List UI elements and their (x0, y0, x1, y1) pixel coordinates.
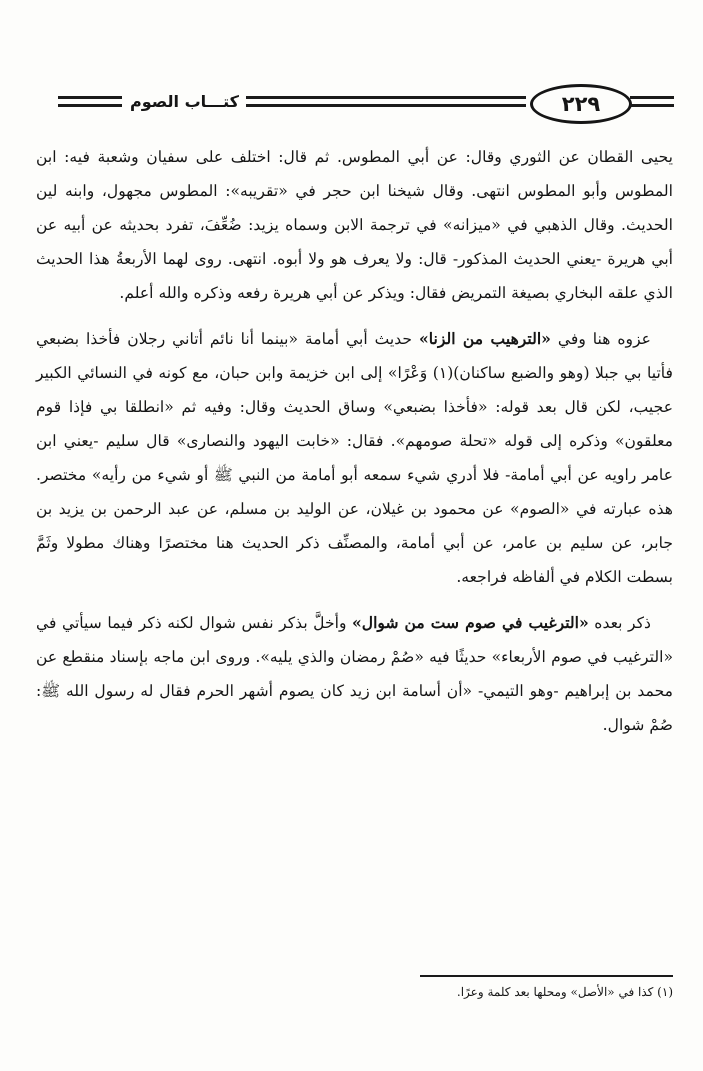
footnote: (١) كذا في «الأصل» ومحلها بعد كلمة وعرًا. (456, 985, 673, 999)
header-rule-mid-top (246, 96, 526, 99)
chapter-title: كتـــاب الصوم (130, 92, 239, 111)
footnote-divider (420, 975, 673, 977)
header-rule-mid-bottom (246, 104, 526, 107)
header-rule-left-top (58, 96, 122, 99)
page-number: ٢٢٩ (530, 84, 632, 124)
header-rule-right-bottom (630, 104, 674, 107)
paragraph-2-heading: «الترهيب من الزنا» (419, 329, 551, 348)
header-rule-left-bottom (58, 104, 122, 107)
paragraph-1: يحيى القطان عن الثوري وقال: عن أبي المطوس. ثم قال: اختلف على سفيان وشعبة فيه: ابن المطوس وأبو المطوس انتهى. وقال شيخنا ابن حجر في «تقريبه»: المطوس مجهول، وابنه لين الحديث. وقال الذهبي في «ميزانه» في ترجمة الابن وسماه يزيد: ضُعِّفَ، تفرد بحديثه عن أبيه عن أبي هريرة -يعني الحديث المذكور- قال: ولا يعرف هو ولا أبوه. انتهى. روى لهما الأربعةُ هذا الحديث الذي علقه البخاري بصيغة التمريض فقال: ويذكر عن أبي هريرة رفعه وذكره والله أعلم. (36, 148, 673, 302)
paragraph-3 (36, 606, 673, 742)
page-header (0, 74, 703, 130)
paragraph-3-heading: «الترغيب في صوم ست من شوال» (352, 613, 589, 632)
paragraph-2-body: حديث أبي أمامة «بينما أنا نائم أتاني رجلان فأخذا بضبعي فأتيا بي جبلا (وهو والضبع ساكنان)(١) وَعْرًا» إلى ابن خزيمة وابن حبان، مع كونه في النسائي الكبير عجيب، لكن قال بعد قوله: «فأخذا بضبعي» وساق الحديث وقال: وفيه ثم «انطلقا بي فإذا قوم معلقون» وذكره إلى قوله «تحلة صومهم». فقال: «خابت اليهود والنصارى» قال سليم -يعني ابن عامر راويه عن أبي أمامة- فلا أدري شيء سمعه أبو أمامة من النبي ﷺ أو شيء من رأيه» مختصر. هذه عبارته في «الصوم» عن محمود بن غيلان، عن الوليد بن مسلم، عن عبد الرحمن بن يزيد بن جابر، عن سليم بن عامر، عن أبي أمامة، والمصنِّف ذكر الحديث هنا مختصرًا وهناك مطولا وثَمَّ بسطت الكلام في ألفاظه فراجعه. (36, 330, 673, 586)
paragraph-2-pre: عزوه هنا وفي (550, 330, 651, 348)
paragraph-2 (36, 322, 673, 594)
paragraph-3-body: وأخلَّ بذكر نفس شوال لكنه ذكر فيما سيأتي في «الترغيب في صوم الأربعاء» حديثًا فيه «صُمْ رمضان والذي يليه». وروى ابن ماجه بإسناد منقطع عن محمد بن إبراهيم -وهو التيمي- «أن أسامة ابن زيد كان يصوم أشهر الحرم فقال له رسول الله ﷺ: صُمْ شوال. (36, 614, 673, 734)
body-text (36, 140, 673, 742)
header-rule-right-top (630, 96, 674, 99)
paragraph-3-pre: ذكر بعده (588, 614, 651, 632)
